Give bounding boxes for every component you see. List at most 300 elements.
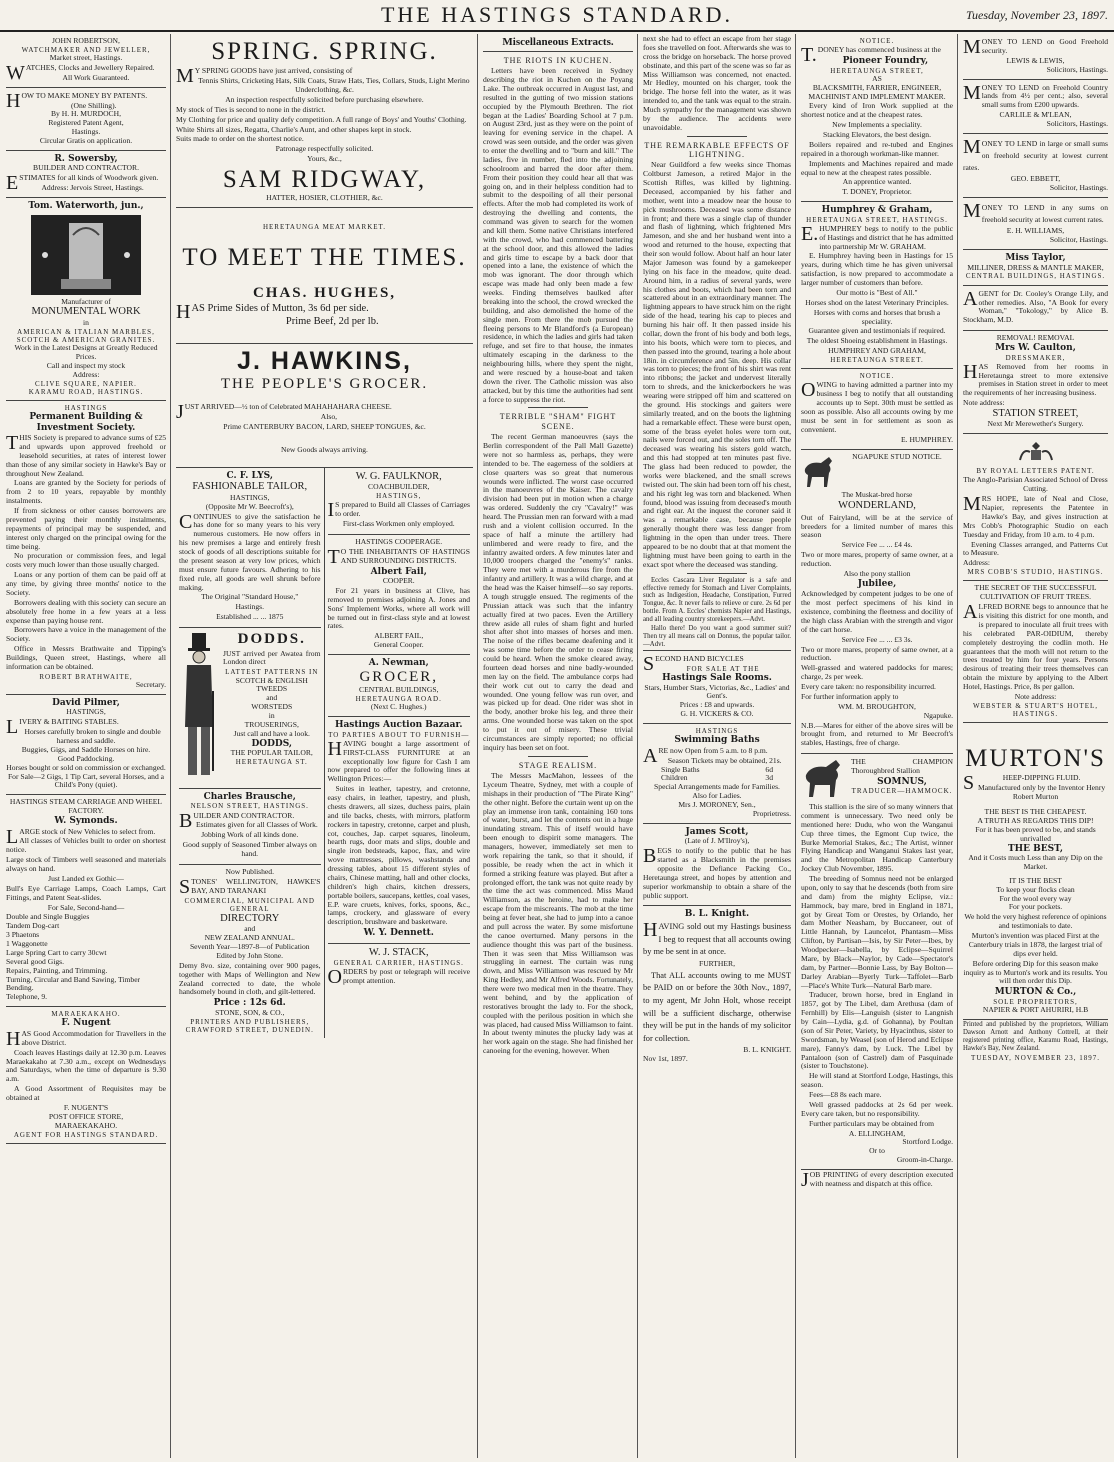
- ad-symonds: [6, 795, 166, 1007]
- ad-body: Borrowers dealing with this society can secure an absolutely free home in a few years at a less expense than paying house rent.: [6, 597, 166, 625]
- signature: HUMPHREY AND GRAHAM,: [828, 346, 926, 356]
- horse-pedigree: TRADUCER—HAMMOCK.: [851, 787, 953, 796]
- article-headline: STAGE REALISM.: [518, 760, 598, 770]
- address: HASTINGS,: [66, 707, 106, 717]
- ad-line: Double and Single Buggies: [6, 912, 90, 922]
- ad-line: POST OFFICE STORE,: [48, 1111, 124, 1121]
- trade: PRINTERS AND PUBLISHERS,: [190, 1017, 310, 1026]
- column-rule: [637, 34, 638, 1458]
- ad-dress-cutting: [963, 434, 1108, 581]
- advertiser-name: W. Symonds.: [54, 816, 118, 827]
- ad-line: SCOTCH & AMERICAN GRANITES.: [16, 335, 156, 344]
- ad-lys: [179, 468, 321, 628]
- ad-line: Also for Ladies.: [692, 791, 742, 801]
- ad-line: The Original "Standard House,": [201, 592, 299, 602]
- ad-line: WORSTEDS: [251, 702, 293, 712]
- ad-dodds: [179, 628, 321, 789]
- ad-body: ESTIMATES for all kinds of Woodwork given.: [6, 172, 159, 195]
- ad-line: FOR SALE AT THE: [686, 664, 760, 673]
- price: Service Fee ... ... £3 3s.: [841, 634, 913, 644]
- trade: GENERAL CARRIER, HASTINGS.: [333, 958, 464, 967]
- address: HASTINGS,: [376, 492, 422, 501]
- ad-line: Telephone, 9.: [6, 992, 48, 1002]
- ad-faulknor: [328, 468, 471, 535]
- masthead: [0, 0, 1114, 32]
- ad-body: The breeding of Somnus need not be enlarged upon, only to say that he descends (both from sire and dam) from the mighty Eclipse, viz.: Hammock, bay mare, bred in England in 1871, got by Great Tom or Orestes, by Orlando, her dam Mother Neasham, by Buccaneer, out of Little Hannah, by Launcelot, Phantasm—Miss Clifton, by Partisan—Isis, by Sir Peter—Ibes, by Woodpecker—Isabella, by Eclipse—Squirrel Mare, by Black—Naylor, by Cade—Spectator's dam, by Partner—Bonnie Lass, by Bay Bolton—Darley Arabian—Byerly Turk—Taffolet—Barb—Place's White Turk—Natural Barb mare.: [801, 874, 953, 990]
- ad-fruit-trees: [963, 581, 1108, 723]
- horse-name: Jubilee,: [857, 578, 897, 589]
- ad-line: Note address:: [963, 398, 1005, 408]
- ad-doney: [801, 34, 953, 202]
- imprint-date: TUESDAY, NOVEMBER 23, 1897.: [971, 1053, 1100, 1062]
- ad-body: TO THE INHABITANTS OF HASTINGS AND SURROUNDING DISTRICTS.: [327, 545, 470, 568]
- ad-line: HASTINGS: [64, 403, 108, 412]
- newspaper-title: THE HASTINGS STANDARD.: [380, 2, 734, 27]
- ad-body: HOW TO MAKE MONEY BY PATENTS.: [6, 89, 148, 112]
- column-rule: [957, 34, 958, 1458]
- column-2-left: [176, 468, 325, 1038]
- advertiser-name: James Scott,: [685, 826, 749, 837]
- signature: Mrs J. MORONEY, Sen.,: [678, 800, 756, 810]
- signature: MURTON & Co.,: [994, 987, 1077, 998]
- ad-body: A Good Assortment of Requisites may be obtained at: [6, 1084, 166, 1103]
- ad-line: Address:: [72, 369, 100, 379]
- ad-body: ALFRED BORNE begs to announce that he is visiting this district for one month, and is prepared to inoculate all fruit trees with his celebrated PAR-OIDIUM, thereby completely destroying the codlin moth. He guarantees that the moth will not return to the trees treated by him for four years. Persons desirous of treating their trees themselves can obtain the mixture by applying to the Albert Hotel, Hastings. Price, 8s per gallon.: [963, 601, 1108, 692]
- ad-title: TO MEET THE TIMES.: [182, 244, 467, 272]
- ad-body: SHEEP-DIPPING FLUID.: [963, 772, 1081, 795]
- job-printing-notice: JOB PRINTING of every description executed with neatness and dispatch at this office.: [801, 1169, 953, 1192]
- ad-line: Note address:: [1014, 691, 1057, 701]
- signature: B. L. KNIGHT.: [743, 1045, 791, 1055]
- ad-line: Buggies, Gigs, and Saddle Horses on hire.: [21, 744, 151, 754]
- ad-line: Patronage respectfully solicited.: [275, 144, 374, 154]
- signature: WM. M. BROUGHTON,: [838, 701, 916, 711]
- ad-line: For it has been proved to be, and stands unrivalled: [975, 824, 1096, 843]
- trade: DRESSMAKER,: [1005, 353, 1066, 362]
- ad-line: Just Landed ex Gothic—: [48, 873, 124, 883]
- ad-body: MRS HOPE, late of Neal and Close, Napier, represents the Patentee in Hawke's Bay, and gives instruction at Mrs Cobb's Photographic Studio on each Tuesday and Friday, from 10 a.m. to 4 p.m.: [963, 493, 1108, 539]
- ad-line: Several good Gigs.: [6, 956, 64, 966]
- ad-body: STONES' WELLINGTON, HAWKE'S BAY, AND TARANAKI: [179, 875, 321, 898]
- ad-line: White Shirts all sizes, Regatta, Charlie's Aunt, and other shapes kept in stock.: [176, 124, 412, 134]
- ad-line: Seventh Year—1897-8—of Publication: [189, 942, 310, 951]
- ad-body: Implements and Machines repaired and made equal to new at the cheapest rates possible.: [801, 158, 953, 177]
- horse-name: SOMNUS,: [877, 776, 927, 787]
- ad-line: To keep your flocks clean: [996, 884, 1075, 894]
- advertiser-name: Miss Taylor,: [1005, 253, 1066, 264]
- ad-note: Circular Gratis on application.: [39, 136, 133, 146]
- monument-engraving-icon: [6, 215, 166, 295]
- ad-humphrey-graham: [801, 202, 953, 369]
- advertiser-name: A. Newman,: [368, 658, 429, 669]
- signature: G. H. VICKERS & CO.: [680, 709, 754, 719]
- ad-line: Estimates given for all Classes of Work.: [196, 820, 318, 830]
- ad-line: Tennis Shirts, Cricketing Hats, Silk Coats, Straw Hats, Ties, Collars, Studs, Light Merino Underclothing, &c.: [198, 76, 470, 94]
- advertiser-name: Pioneer Foundry,: [842, 56, 929, 67]
- column-rule: [477, 34, 478, 1458]
- ad-body: Every kind of Iron Work supplied at the shortest notice and at the cheapest rates.: [801, 101, 953, 120]
- trade: COACHBUILDER,: [368, 482, 430, 492]
- horse-engraving-icon: [801, 453, 841, 492]
- ad-line: Guarantee given and testimonials if required.: [808, 326, 946, 336]
- ad-heading: HASTINGS COOPERAGE.: [355, 536, 443, 546]
- signature: LEWIS & LEWIS,: [1006, 55, 1065, 65]
- ad-line: New Goods always arriving.: [281, 445, 368, 455]
- ad-line: Two or more mares, property of same owner, at a reduction.: [801, 644, 953, 663]
- ad-line: in: [268, 711, 275, 720]
- column-5: [797, 34, 957, 1458]
- price: Prices : £8 and upwards.: [679, 700, 755, 710]
- ad-line: THE BEST IS THE CHEAPEST.: [984, 807, 1087, 817]
- ad-body: HAS Good Accommodation for Travellers in the above District.: [6, 1027, 166, 1050]
- article-body: Near Guildford a few weeks since Thomas Coltburst Jameson, a retired Major in the Scottish Rifles, was killed by lightning. Deceased, accompanied by his father and mother, went into a meadow near the house to pick mushrooms. Deceased was some distance in front; and there was a single clap of thunder and flash of lightning, which frightened Mrs Jameson, and she and her husband went into a wood and returned to the house, expecting that their son would follow. About half an hour later Major Jameson was found by a gamekeeper lying on his face in the meadow, quite dead. Around him, in a radius of several yards, were his clothes and boots, which had been torn and scattered about in an extraordinary manner. The lightning appears to have struck him on the right side of the head, tearing his cap to pieces and burning his hair off. It then passed inside his collar, down the front of his body and both legs, into his boots, which were torn to pieces, and then passed into the ground, tearing a hole about 18in. in circumference and 5in. deep. His collar was torn to pieces; the front of his shirt was rent into ribbons; the jacket and undervest literally torn to shreds, and the knickerbockers he was wearing were stripped off him and scattered on the ground. His stockings and gaiters were similarly treated, and on the boots the lightning had a remarkable effect. These were burst open, some of the brass eyelet holes were torn out, nails were forced out, and the soles torn off. The deceased was wearing his sisters gold watch, and this had stopped at ten minutes past five. The glass had been reduced to powder, the works were blackened, and the small screws twisted out. The skin had been torn off his chest, and his right leg was torn and blackened. When found, blood was issuing from deceased's mouth and right ear. At the inquest the coroner said it was a remarkable case, because people generally thought there was less danger from lightning in the open than under trees. There appeared to be no doubt that at that moment the lightning must have been going to earth in the exact spot where the deceased was standing.: [643, 160, 791, 569]
- ad-humphrey-notice: [801, 369, 953, 449]
- ad-note: All Work Guaranteed.: [62, 72, 130, 82]
- ad-line: Manufactured only by the Inventor Henry Robert Murton: [977, 783, 1106, 802]
- column-1: [2, 34, 170, 1458]
- column-rule: [170, 34, 171, 1458]
- address: MRS COBB'S STUDIO, HASTINGS.: [967, 568, 1104, 577]
- ad-line: in: [83, 317, 89, 327]
- ad-line: Good supply of Seasoned Timber always on hand.: [182, 840, 317, 859]
- advertiser-name: Charles Brausche,: [203, 791, 296, 802]
- ad-line: First-class Workmen only employed.: [342, 519, 455, 529]
- ad-caulton: [963, 331, 1108, 434]
- ad-line: TROUSERINGS,: [244, 719, 299, 729]
- trade: MILLINER, DRESS & MANTLE MAKER,: [967, 262, 1104, 272]
- ad-body: MONEY TO LEND on Good Freehold security.: [963, 36, 1108, 58]
- ad-body: HAS Removed from her rooms in Heretaunga street to more extensive premises in Station street in order to meet the requirements of her increasing business.: [963, 360, 1108, 398]
- trade: WATCHMAKER AND JEWELLER,: [21, 45, 151, 54]
- ad-line: Hastings.: [235, 602, 264, 612]
- ad-ebbett: [963, 134, 1108, 198]
- ad-heading: REMOVAL! REMOVAL: [996, 333, 1075, 343]
- ad-line: Two or more mares, property of same owner, at a reduction.: [801, 550, 953, 568]
- address: CENTRAL BUILDINGS,: [359, 685, 439, 695]
- ad-stones: [179, 865, 321, 1038]
- signature: CARLILE & M'LEAN,: [999, 110, 1072, 120]
- ad-body: For 21 years in business at Clive, has removed to premises adjoining A. Jones and Sons' Implement Works, where all work will be turned out in first-class style and at lowest rates.: [327, 585, 470, 631]
- ad-williams: [963, 198, 1108, 250]
- trade: (Late of J. M'Ilroy's),: [684, 836, 750, 846]
- advertiser-name: Albert Fail,: [370, 566, 427, 577]
- ad-line: and: [266, 693, 278, 703]
- ad-line: AGENT FOR HASTINGS STANDARD.: [13, 1130, 159, 1139]
- trade: GROCER,: [359, 668, 439, 685]
- ad-line: Turning, Circular and Band Sawing, Timber Bending.: [6, 974, 141, 993]
- ad-cooperage: [328, 535, 471, 655]
- column-2: [172, 34, 477, 1458]
- price-row: Children 3d: [661, 773, 773, 783]
- ad-line: A TRUTH AS REGARDS THIS DIP!: [977, 815, 1094, 825]
- ad-line: Good Paddocking.: [57, 753, 115, 763]
- ad-line: Large Spring Cart to carry 30cwt: [6, 947, 107, 957]
- ad-waterworth: [6, 198, 166, 401]
- ad-body: WATCHES, Clocks and Jewellery Repaired.: [6, 61, 155, 84]
- ad-body: Traducer, brown horse, bred in England in 1857, got by The Libel, dam Arethusa (dam of Fernhill) by Elis—Languish (sister to Langnish by Cain—Lydia, g.d. of Gohanna), by Poultan (son of Sir Peter, Variety, by Hyacinthus, sister to Swordsman, by Weasel (son of Herod and Eclipse mare), Fanny's dam, by Luck. The Libel by Pantaloon (son of Castrel) dam of Pasquinade (sister to Touchstone).: [801, 990, 953, 1071]
- ad-heading: NOTICE.: [859, 37, 895, 45]
- ad-pilmer: [6, 695, 166, 795]
- ad-sowersby: [6, 151, 166, 198]
- address: NAPIER & PORT AHURIRI, H.B: [982, 1004, 1089, 1014]
- ad-body: JUST arrived per Awatea from London direct: [223, 648, 321, 667]
- ad-hughes: [176, 208, 473, 344]
- ad-ridgway: [176, 34, 473, 208]
- ad-body: LARGE stock of New Vehicles to select from.: [6, 825, 156, 848]
- column-rule: [795, 34, 796, 1458]
- ad-line: For Sale—2 Gigs, 1 Tip Cart, several Horses, and a Child's Pony (quiet).: [7, 771, 165, 790]
- ad-line: For further information apply to: [801, 691, 899, 701]
- ad-line: Or to: [869, 1146, 885, 1156]
- article-body: The recent German manoeuvres (says the Berlin correspondent of the Pall Mall Gazette) were not so harmless as, perhaps, they were intended to be. The eagerness of the soldiers at close quarters was so great that numerous wounds were inflicted. The worst case occurred in the manoeuvres of the Kaiser. The cavalry division had been put in motion when a charge was ordered. Suddenly the cry "Cavalry!" was heard. The Prussian men ran forward with a mad rush and a violent collision occurred. In the space of half a minute the artillery had unlimbered and were ready to fire, and the infantry awaited orders. A few minutes later and 10,000 troopers charged the "enemy's" ranks. They were met with a murderous fire from the infantry and artillery. It was a wild charge, and at the head was the Kaiser himself—so say reports. A tough struggle ensued. The regiments of the Prussian attack was such that the infantry actually fired at two paces. Even the Artillery threw aside all rules of sham fight and hurled shot after shot into masses of horses and men. The noise of the rifles became deafening and it was some time before the order to cease firing could be heard. When the smoke cleared away, fourteen dead horses and nine badly-wounded men lay on the field. The ambulance corps had their work cut out to carry the dead and wounded. One young fellow was run over, and was picked up for dead. One rider was shot in the body, another broke his leg, and three their arms. One wounded horse was taken on the spot to put it out of misery. These trivial circumstances are simply reported; no official inquiry has been set on foot.: [483, 432, 633, 752]
- ad-line: DIRECTORY: [220, 912, 280, 924]
- advertiser-name: DODDS,: [251, 738, 293, 749]
- ad-murdoch: [6, 88, 166, 151]
- ad-line: Season Tickets may be obtained, 21s.: [667, 755, 782, 765]
- trade: BUILDER AND CONTRACTOR.: [33, 163, 139, 173]
- ad-line: Well-grassed and watered paddocks for mares; charge, 2s per week.: [801, 663, 953, 682]
- signature: T. DONEY, Proprietor.: [842, 187, 912, 197]
- ad-line: Horses bought or sold on commission or exchanged.: [6, 762, 166, 772]
- ad-line: Address:: [963, 558, 990, 568]
- trade: THE POPULAR TAILOR,: [230, 748, 313, 758]
- ad-line: THE BEST,: [1007, 843, 1063, 854]
- ad-taylor: [963, 250, 1108, 286]
- advertiser-name: F. Nugent: [61, 1018, 111, 1029]
- ad-body: HAS Prime Sides of Mutton, 3s 6d per side.: [176, 301, 369, 324]
- ad-body: SECOND HAND BICYCLES: [643, 653, 744, 676]
- ad-line: Call and inspect my stock: [46, 360, 126, 370]
- address: Ngapuke.: [923, 710, 953, 720]
- ad-carlile: [963, 80, 1108, 134]
- ad-body: MY SPRING GOODS have just arrived, consisting of: [176, 65, 353, 88]
- advertiser-name: DODDS.: [237, 631, 306, 648]
- ad-line: Bull's Eye Carriage Lamps, Coach Lamps, Cart Fittings, and Patent Seat-slides.: [6, 883, 166, 902]
- ad-body: Well grassed paddocks at 2s 6d per week. Every care taken, but no responsibility.: [801, 1099, 953, 1118]
- ad-body: Coach leaves Hastings daily at 12.30 p.m. Leaves Maraekakaho at 7.30 a.m., except on Wednesdays and Saturdays, when the time of departure is 9.30 a.m.: [6, 1047, 166, 1084]
- ad-line: Manufacturer of: [61, 296, 111, 306]
- ad-line: The Anglo-Parisian Associated School of Dress Cutting.: [963, 475, 1108, 494]
- signature: ROBERT BRATHWAITE,: [39, 672, 133, 681]
- ad-body: ORDERS by post or telegraph will receive prompt attention.: [327, 966, 470, 989]
- ad-body: Before ordering Dip for this season make inquiry as to Murton's work and its results. You will then order this Dip.: [963, 958, 1108, 986]
- ad-body: BEGS to notify to the public that he has started as a Blacksmith in the premises opposite the Defiance Packing Co., Heretaunga street, and hopes by attention and superior workmanship to obtain a share of the public support.: [643, 845, 791, 900]
- signature: E. H. WILLIAMS,: [1006, 226, 1065, 236]
- trade: THE PEOPLE'S GROCER.: [220, 375, 429, 392]
- section-heading: Miscellaneous Extracts.: [483, 34, 633, 52]
- signature: GEO. EBBETT,: [1010, 174, 1061, 184]
- advertorial: Eccles Cascara Liver Regulator is a safe and effective remedy for Stomach and Liver Complaints, such as Indigestion, Headache, Constipation, Furred Tongue, &c. It never fails to relieve or cure. 2s 6d per bottle. From A. Eccles' chemists Napier and Hastings, and all leading country storekeepers.—Advt.: [643, 576, 791, 624]
- advertiser-name: STONE, SON, & CO.,: [215, 1007, 285, 1017]
- advertiser-name: CHAS. HUGHES,: [252, 284, 397, 301]
- ad-line: Horses shod on the latest Veterinary Principles.: [805, 297, 949, 307]
- trade: HATTER, HOSIER, CLOTHIER, &c.: [266, 193, 383, 203]
- ad-body: He will stand at Stortford Lodge, Hastings, this season.: [801, 1071, 953, 1090]
- ad-brausche: [179, 789, 321, 865]
- address: CLIVE SQUARE, NAPIER.: [35, 379, 137, 388]
- ad-body: Out of Fairyland, will be at the service of breeders for a limited number of mares this season: [801, 512, 953, 540]
- ad-line: The oldest Shoeing establishment in Hastings.: [806, 336, 948, 346]
- ad-body: Murton's invention was placed First at the Canterbury trials in 1878, the largest trial of dips ever held.: [968, 931, 1103, 958]
- ad-lewis: [963, 34, 1108, 80]
- column-2-right: [325, 468, 474, 991]
- price: Service Fee ... ... £4 4s.: [841, 540, 913, 550]
- signature: ALBERT FAIL,: [374, 631, 424, 641]
- signature: A. ELLINGHAM,: [848, 1128, 906, 1138]
- ad-ngapuke-stud: [801, 450, 953, 755]
- ad-body: This stallion is the sire of so many winners that comment is unnecessary. Two need only be mentioned here: Dudu, who won the Wanganui Cup three times, the Egmont Cup twice, the Burke Memorial Stakes, &c.; The Artist, winner Flying Handicap and Wanganui Stakes last year, and the Metropolitan Handicap Canterbury Jockey Club November, 1895.: [801, 802, 953, 874]
- ad-body: MONEY TO LEND in large or small sums on freehold security at lowest current rates.: [963, 135, 1108, 173]
- advertiser-name: Tom. Waterworth, jun.,: [28, 201, 144, 212]
- advertiser-name: Humphrey & Graham,: [821, 205, 933, 216]
- ad-line: MONUMENTAL WORK: [31, 306, 141, 318]
- address: Address: Jervois Street, Hastings.: [41, 183, 144, 193]
- signature-title: Solicitors, Hastings.: [1046, 119, 1108, 128]
- ad-line: AMERICAN & ITALIAN MARBLES,: [17, 327, 155, 336]
- ad-heading: HERETAUNGA MEAT MARKET.: [262, 223, 387, 232]
- address: NELSON STREET, HASTINGS.: [190, 802, 309, 811]
- ad-line: New Implements a speciality.: [832, 120, 922, 130]
- advertiser-name: By H. H. MURDOCH,: [50, 109, 122, 119]
- address: HASTINGS,: [230, 492, 270, 502]
- trade: Registered Patent Agent,: [48, 118, 124, 128]
- ad-bicycles: [643, 650, 791, 724]
- trade: COOPER.: [382, 576, 415, 586]
- price: Price : 12s 6d.: [213, 998, 286, 1009]
- advertiser-name: Hastings Auction Bazaar.: [334, 720, 463, 731]
- article-headline: THE REMARKABLE EFFECTS OF LIGHTNING.: [644, 140, 790, 159]
- trade: BLACKSMITH, FARRIER, ENGINEER, MACHINIST AND IMPLEMENT MAKER.: [808, 82, 946, 101]
- address: Hastings.: [71, 127, 101, 137]
- advertiser-name: C. F. LYS,: [226, 470, 273, 481]
- article-body: Letters have been received in Sydney describing the riot in Kuchen on the Poyang Lake. The outbreak occurred in August last, and resulted in the gutting of two mission stations occupied by the Plymouth Brethren. The riot began at the Ladies' Boarding School at 7 p.m. on August 23rd, just as they were on the point of leaving for evening service in the chapel. A crowd was seen outside, and the order was given to enter the dwelling and to "burn and kill." The ladies, five in number, fled into the adjoining schoolroom and barred the door after them. From their position they could hear all that was going on, and in their helpless condition had to submit to the despoiling of all their personal effects. After the mob had completed its work of destroying the dwelling and contents, the command was given to search for the women and kill them. Some native Christians interfered with the crowd, who had commenced battering at the school door, and this allowed the ladies and girls time to escape by a back door that opened into a lane, the existence of which the mob was ignorant. The door through which escape was made had only been made a few weeks. Finding themselves baulked after breaking into the school, the crowd wrecked the building, and also demolished the home of the single men. From there the mob pursued the fleeing persons to Mr Blandford's (a European) residence, in which the ladies and girls had taken refuge, and set fire to that house, the inmates ultimately escaping in the darkness to the neighbouring hills, where they spent the night, and were rescued by a house-boat and taken down the river. The Catholic mission was also attacked, but by this time the authorities had sent a force to suppress the riot.: [483, 66, 633, 404]
- advertiser-name: Swimming Baths: [674, 735, 760, 746]
- advertiser-name: W. G. FAULKNOR,: [355, 470, 442, 482]
- ad-robertson: [6, 34, 166, 88]
- address: HERETAUNGA STREET,: [830, 66, 924, 75]
- ad-scott: [643, 824, 791, 907]
- address: Stortford Lodge.: [902, 1137, 953, 1147]
- address: KARAMU ROAD, HASTINGS.: [28, 387, 144, 396]
- address: HERETAUNGA STREET, HASTINGS.: [806, 215, 948, 224]
- ad-swimming-baths: [643, 724, 791, 824]
- ad-body: THIS Society is prepared to advance sums of £25 and upwards upon approved freehold or leasehold securities, at rates of interest lower than those of any similar society in Hawke's Bay or throughout New Zealand.: [6, 432, 166, 478]
- advertiser-name: SAM RIDGWAY,: [222, 166, 427, 193]
- ad-body: Boilers repaired and re-tubed and Engines repaired in a thorough workman-like manner.: [801, 139, 953, 158]
- ad-body: IS prepared to Build all Classes of Carriages to order.: [327, 499, 470, 522]
- ad-line: For your pockets.: [1008, 902, 1063, 912]
- ad-body: CONTINUES to give the satisfaction he has done for so many years to his very numerous customers. He now offers in his new premises a large and entirely fresh stock of goods of all descriptions suitable for the present season at very low prices, which must ensure future favours. Adhering to his fixed rule, all goods are well shrunk before making.: [179, 510, 321, 592]
- ad-line: For the wool every way: [999, 893, 1072, 903]
- ad-line: THE CHAMPION Thoroughbred Stallion: [851, 757, 953, 776]
- ad-body: Office in Messrs Brathwaite and Tipping's Buildings, Queen street, Hastings, where all information can be obtained.: [6, 644, 166, 671]
- ad-line: MARAEKAKAHO.: [54, 1120, 118, 1130]
- column-3: [479, 34, 637, 1458]
- address: HERETAUNGA STREET.: [830, 356, 924, 365]
- advertiser-name: R. Sowersby,: [54, 153, 118, 164]
- ad-line: LATTEST PATTERNS IN: [225, 668, 319, 677]
- ad-heading: FURTHER,: [698, 958, 736, 968]
- signature: W. Y. Dennett.: [363, 928, 434, 939]
- ad-line: COMMERCIAL, MUNICIPAL AND GENERAL: [184, 896, 315, 913]
- ad-body: MONEY TO LEND in any sums on freehold security at lowest current rates.: [963, 200, 1108, 225]
- address: HERETAUNGA ST.: [235, 758, 308, 767]
- ad-line: Special Arrangements made for Families.: [654, 782, 780, 792]
- ad-line: Tandem Dog-cart: [6, 921, 60, 931]
- address: (Opposite Mr W. Beecroft's),: [205, 501, 294, 511]
- column-6: [959, 34, 1112, 1458]
- signature-title: Solicitor, Hastings.: [1049, 235, 1108, 245]
- ad-body: JUST ARRIVED—½ ton of Celebrated MAHAHAHARA CHEESE.: [176, 401, 392, 424]
- ad-body: LIVERY & BAITING STABLES.: [6, 716, 119, 739]
- ad-line: For Sale, Second-hand—: [47, 902, 125, 912]
- price-row: Single Baths 6d: [661, 764, 773, 774]
- ad-heading: BY ROYAL LETTERS PATENT.: [976, 467, 1095, 476]
- advertiser-name: B. L. Knight.: [684, 909, 750, 920]
- ad-body: AGENT for Dr. Cooley's Orange Lily, and other remedies. Also, "A Book for every Woman," "Tokology," by Alice B. Stockham, M.D.: [963, 287, 1108, 325]
- ad-body: Acknowledged by competent judges to be one of the most perfect specimens of his kind in existence, combining the fleetness and docility of the high class Arabian with the strength and vigor of the cart horse.: [801, 589, 953, 634]
- address: STATION STREET,: [992, 408, 1079, 420]
- ad-heading: NOTICE.: [859, 372, 895, 381]
- ad-body: Evening Classes arranged, and Patterns Cut to Measure.: [963, 539, 1108, 558]
- ad-knight: [643, 906, 791, 1068]
- issue-date: Tuesday, November 23, 1897.: [966, 8, 1108, 22]
- advertorial: Hallo there! Do you want a good summer suit? Then try all means call on Donnus, the popular tailor.—Advt.: [643, 625, 791, 649]
- ad-body: ARE now Open from 5 a.m. to 8 p.m.: [643, 744, 768, 767]
- ad-somnus: [801, 754, 953, 1170]
- ad-line: NEW ZEALAND ANNUAL.: [204, 933, 295, 943]
- ad-body: No procuration or commission fees, and legal costs very much lower than those usually charged.: [6, 551, 166, 570]
- address: Next Mr Merewether's Surgery.: [987, 419, 1084, 429]
- ad-body: OWING to having admitted a partner into my business I beg to notify that all outstanding accounts up to Sept. 30th must be settled as soon as possible. Also all accounts owing by me must be sent in for settlement as soon as convenient.: [801, 379, 953, 434]
- royal-arms-crest-icon: [963, 440, 1108, 464]
- ad-line: 3 Phaetons: [6, 930, 40, 940]
- address: Market street, Hastings.: [49, 53, 123, 63]
- ad-murton: [963, 723, 1108, 1020]
- ad-body: HAVING sold out my Hastings business I beg to request that all accounts owing by me be sent in at once.: [643, 918, 791, 957]
- ad-body: Loans are granted by the Society for periods of from 2 to 10 years, repayable by monthly instalments.: [6, 478, 166, 506]
- ad-line: Suits made to order on the shortest notice.: [176, 134, 304, 144]
- ad-hawkins: [176, 344, 473, 468]
- ad-heading: THE SECRET OF THE SUCCESSFUL CULTIVATION OF FRUIT TREES.: [974, 583, 1097, 602]
- advertiser-name: JOHN ROBERTSON,: [52, 36, 120, 45]
- ad-line: And it Costs much Less than any Dip on the Market.: [968, 853, 1103, 871]
- ad-line: An apprentice wanted.: [842, 177, 912, 187]
- ad-body: BUILDER AND CONTRACTOR.: [179, 809, 295, 832]
- article-headline: TERRIBLE "SHAM" FIGHT SCENE.: [499, 412, 617, 431]
- ad-line: Just call and have a look.: [233, 728, 310, 738]
- address: CENTRAL BUILDINGS, HASTINGS.: [965, 272, 1106, 281]
- ad-building-society: [6, 401, 166, 695]
- ad-body: Suites in leather, tapestry, and cretonne, easy chairs, in leather, tapestry, and plush, chests drawers, all sizes, duchess pairs, plain and tile backs, chests, with mirrors, platform rockers in tapestry, cretonne, carpet and plush, cot, couches, Jap. carpet squares, linoleum, hearth rugs, door mats and slips, double and single iron bedsteads, kapoc, flax, and wire wove mattresses, pillows, washstands and dressing tables, about 15 different styles of chairs, Chinese matting, hall and other clocks, children's high chairs, kitchen dressers, portable boilers, saucepans, kettles, coal vases, E.P. ware cruets, knives, forks, spoons, &c., lamps, crockery, and glassware of every description, brushware and basketware.: [327, 784, 470, 927]
- ad-line: Horses with corns and horses that brush a speciality.: [813, 307, 941, 326]
- ad-body: N.B.—Mares for either of the above sires will be brought from, and returned to Mr Beecroft's stables, Hastings, free of charge.: [801, 720, 953, 748]
- advertiser-name: Mrs W. Caulton,: [995, 343, 1076, 354]
- signature-title: Solicitors, Hastings.: [1046, 64, 1108, 74]
- advertiser-name: Permanent Building & Investment Society.: [29, 412, 143, 433]
- ad-body: E.HUMPHREY begs to notify to the public of Hastings and district that he has admitted into partnership Mr W. GRAHAM.: [801, 222, 953, 251]
- article-body: next she had to effect an escape from her stage foes she travelled on foot. Afterwards she was to cross the bridge on horseback. The horse proved obstinate, and this part of the scene was so far as Miss Williamson was concerned, not enacted. Mr Hedley, mounted on his charger, took the bridge. The horse fell into the water, as it was intended to, and the tank was equal to the strain. Much sympathy for the management was shown by the audience. The accidents were unavoidable.: [643, 34, 791, 132]
- advertiser-name: MURTON'S: [965, 745, 1106, 773]
- ad-line: SCOTCH & ENGLISH TWEEDS: [235, 675, 308, 694]
- ad-heading: Now Published.: [225, 866, 275, 876]
- signature-title: Proprietress.: [752, 808, 791, 818]
- ad-newman: [328, 655, 471, 717]
- ad-line: Stars, Humber Stars, Victorias, &c., Ladies' and Gent's.: [644, 682, 790, 701]
- ad-agent: [963, 286, 1108, 332]
- ad-body: If from sickness or other causes borrowers are prevented paying their monthly instalments, repayments of principal may be suspended, and interest only charged on the principal owing for the time being.: [6, 506, 166, 551]
- ad-line: Our motto is "Best of All.": [836, 287, 918, 297]
